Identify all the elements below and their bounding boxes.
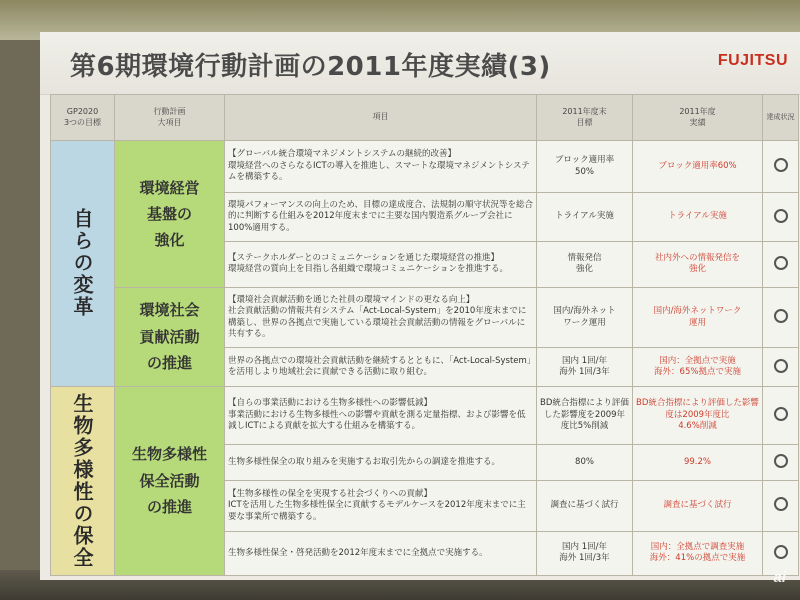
target-text: 情報発信 強化 [567,252,602,275]
status-cell [763,193,799,241]
action-plan-table [50,94,799,576]
achieved-circle-icon [774,256,788,270]
result-text: BD統合指標により評価した影響度は2009年度比 4.6%削減 [636,398,759,432]
status-cell [763,481,799,531]
target-text: 国内/海外ネット ワーク運用 [553,306,616,328]
category-bio-cell [115,386,225,575]
target-text: 調査に基づく試行 [550,500,619,511]
category-social-cell [115,288,225,387]
header-status: 達成状況 [763,95,799,141]
result-text: ブロック適用率60% [658,160,737,171]
result-text: 社内外への情報発信を 強化 [654,252,740,275]
result-text: 国内：全拠点で調査実施 海外：41%の拠点で実施 [649,541,746,564]
category-mgmt-cell [115,141,225,288]
header-goal: GP2020 3つの目標 [51,95,115,141]
goal-biodiversity-cell [51,386,115,575]
achieved-circle-icon [774,545,788,559]
item-text: 生物多様性保全・啓発活動を2012年度末までに全拠点で実施する。 [228,547,488,558]
table-row [51,141,799,193]
ai-watermark: ai [773,569,786,586]
category-mgmt: 環境経営 基盤の 強化 [139,178,200,250]
result-text: 調査に基づく試行 [663,500,732,511]
table-row [51,288,799,348]
result-text: 国内：全拠点で実施 海外：65%拠点で実施 [654,355,741,378]
achieved-circle-icon [774,497,788,511]
status-cell [763,288,799,348]
target-text: トライアル実施 [555,211,614,222]
item-text: 【生物多様性の保全を実現する社会づくりへの貢献】 ICTを活用した生物多様性保全に貢献するモデルケースを2012年度末までに主要な事業所で構築する。 [228,488,526,522]
fujitsu-logo: FUJITSU [717,52,788,69]
item-text: 【自らの事業活動における生物多様性への影響低減】 事業活動における生物多様性への影響や貢献を測る定量指標、および影響を低減しICTによる貢献を拡大する仕組みを構築する。 [228,398,526,432]
target-text: 国内 1回/年 海外 1回/3年 [559,541,610,564]
projection-screen [40,32,800,580]
category-bio: 生物多様性 保全活動 の推進 [131,445,207,516]
goal-self-reform: 自らの変革 [70,208,94,319]
category-social: 環境社会 貢献活動 の推進 [139,301,200,372]
header-item: 項目 [225,95,537,141]
slide-header [40,32,800,95]
goal-biodiversity: 生物多様性の保全 [70,392,94,569]
achieved-circle-icon [774,209,788,223]
achieved-circle-icon [774,158,788,172]
table-header-row [51,95,799,141]
status-cell [763,141,799,193]
header-result: 2011年度 実績 [633,95,763,141]
achieved-circle-icon [774,309,788,323]
result-text: トライアル実施 [668,211,727,222]
result-text: 99.2% [683,456,711,467]
achieved-circle-icon [774,359,788,373]
achieved-circle-icon [774,407,788,421]
header-category: 行動計画 大項目 [115,95,225,141]
status-cell [763,348,799,386]
item-text: 環境パフォーマンスの向上のため、目標の達成度合、法規制の順守状況等を総合的に判断する仕組みを2012年度末までに主要な国内製造系グループ会社に100%適用する。 [228,199,533,233]
item-text: 【ステークホルダーとのコミュニケーションを通じた環境経営の推進】 環境経営の質向上を目指し各組織で環境コミュニケーションを推進する。 [228,252,508,275]
table-row [51,386,799,444]
target-text: ブロック適用率 50% [554,155,615,177]
status-cell [763,241,799,287]
goal-self-reform-cell [51,141,115,387]
item-text: 世界の各拠点での環境社会貢献活動を継続するとともに、「Act-Local-System」を活用しより地域社会に貢献できる活動に取り組む。 [228,355,532,378]
target-text: BD統合指標により評価した影響度を2009年度比5%削減 [540,398,629,432]
target-text: 80% [575,456,594,467]
status-cell [763,445,799,481]
slide-title: 第6期環境行動計画の2011年度実績(3) [70,52,551,82]
achieved-circle-icon [774,454,788,468]
header-target: 2011年度末 目標 [537,95,633,141]
target-text: 国内 1回/年 海外 1回/3年 [559,355,610,378]
item-text: 生物多様性保全の取り組みを実施するお取引先からの調達を推進する。 [228,456,501,467]
item-text: 【環境社会貢献活動を通じた社員の環境マインドの更なる向上】 社会貢献活動の情報共有システム「Act-Local-System」を2010年度末までに構築し、世界の各拠点で実施している環境社会貢献活動の情報をグローバルに共有する。 [228,294,527,340]
status-cell [763,386,799,444]
result-text: 国内/海外ネットワーク 運用 [653,306,742,328]
item-text: 【グローバル統合環境マネジメントシステムの継続的改善】 環境経営へのさらなるICTの導入を推進し、スマートな環境マネジメントシステムを構築する。 [228,149,530,183]
